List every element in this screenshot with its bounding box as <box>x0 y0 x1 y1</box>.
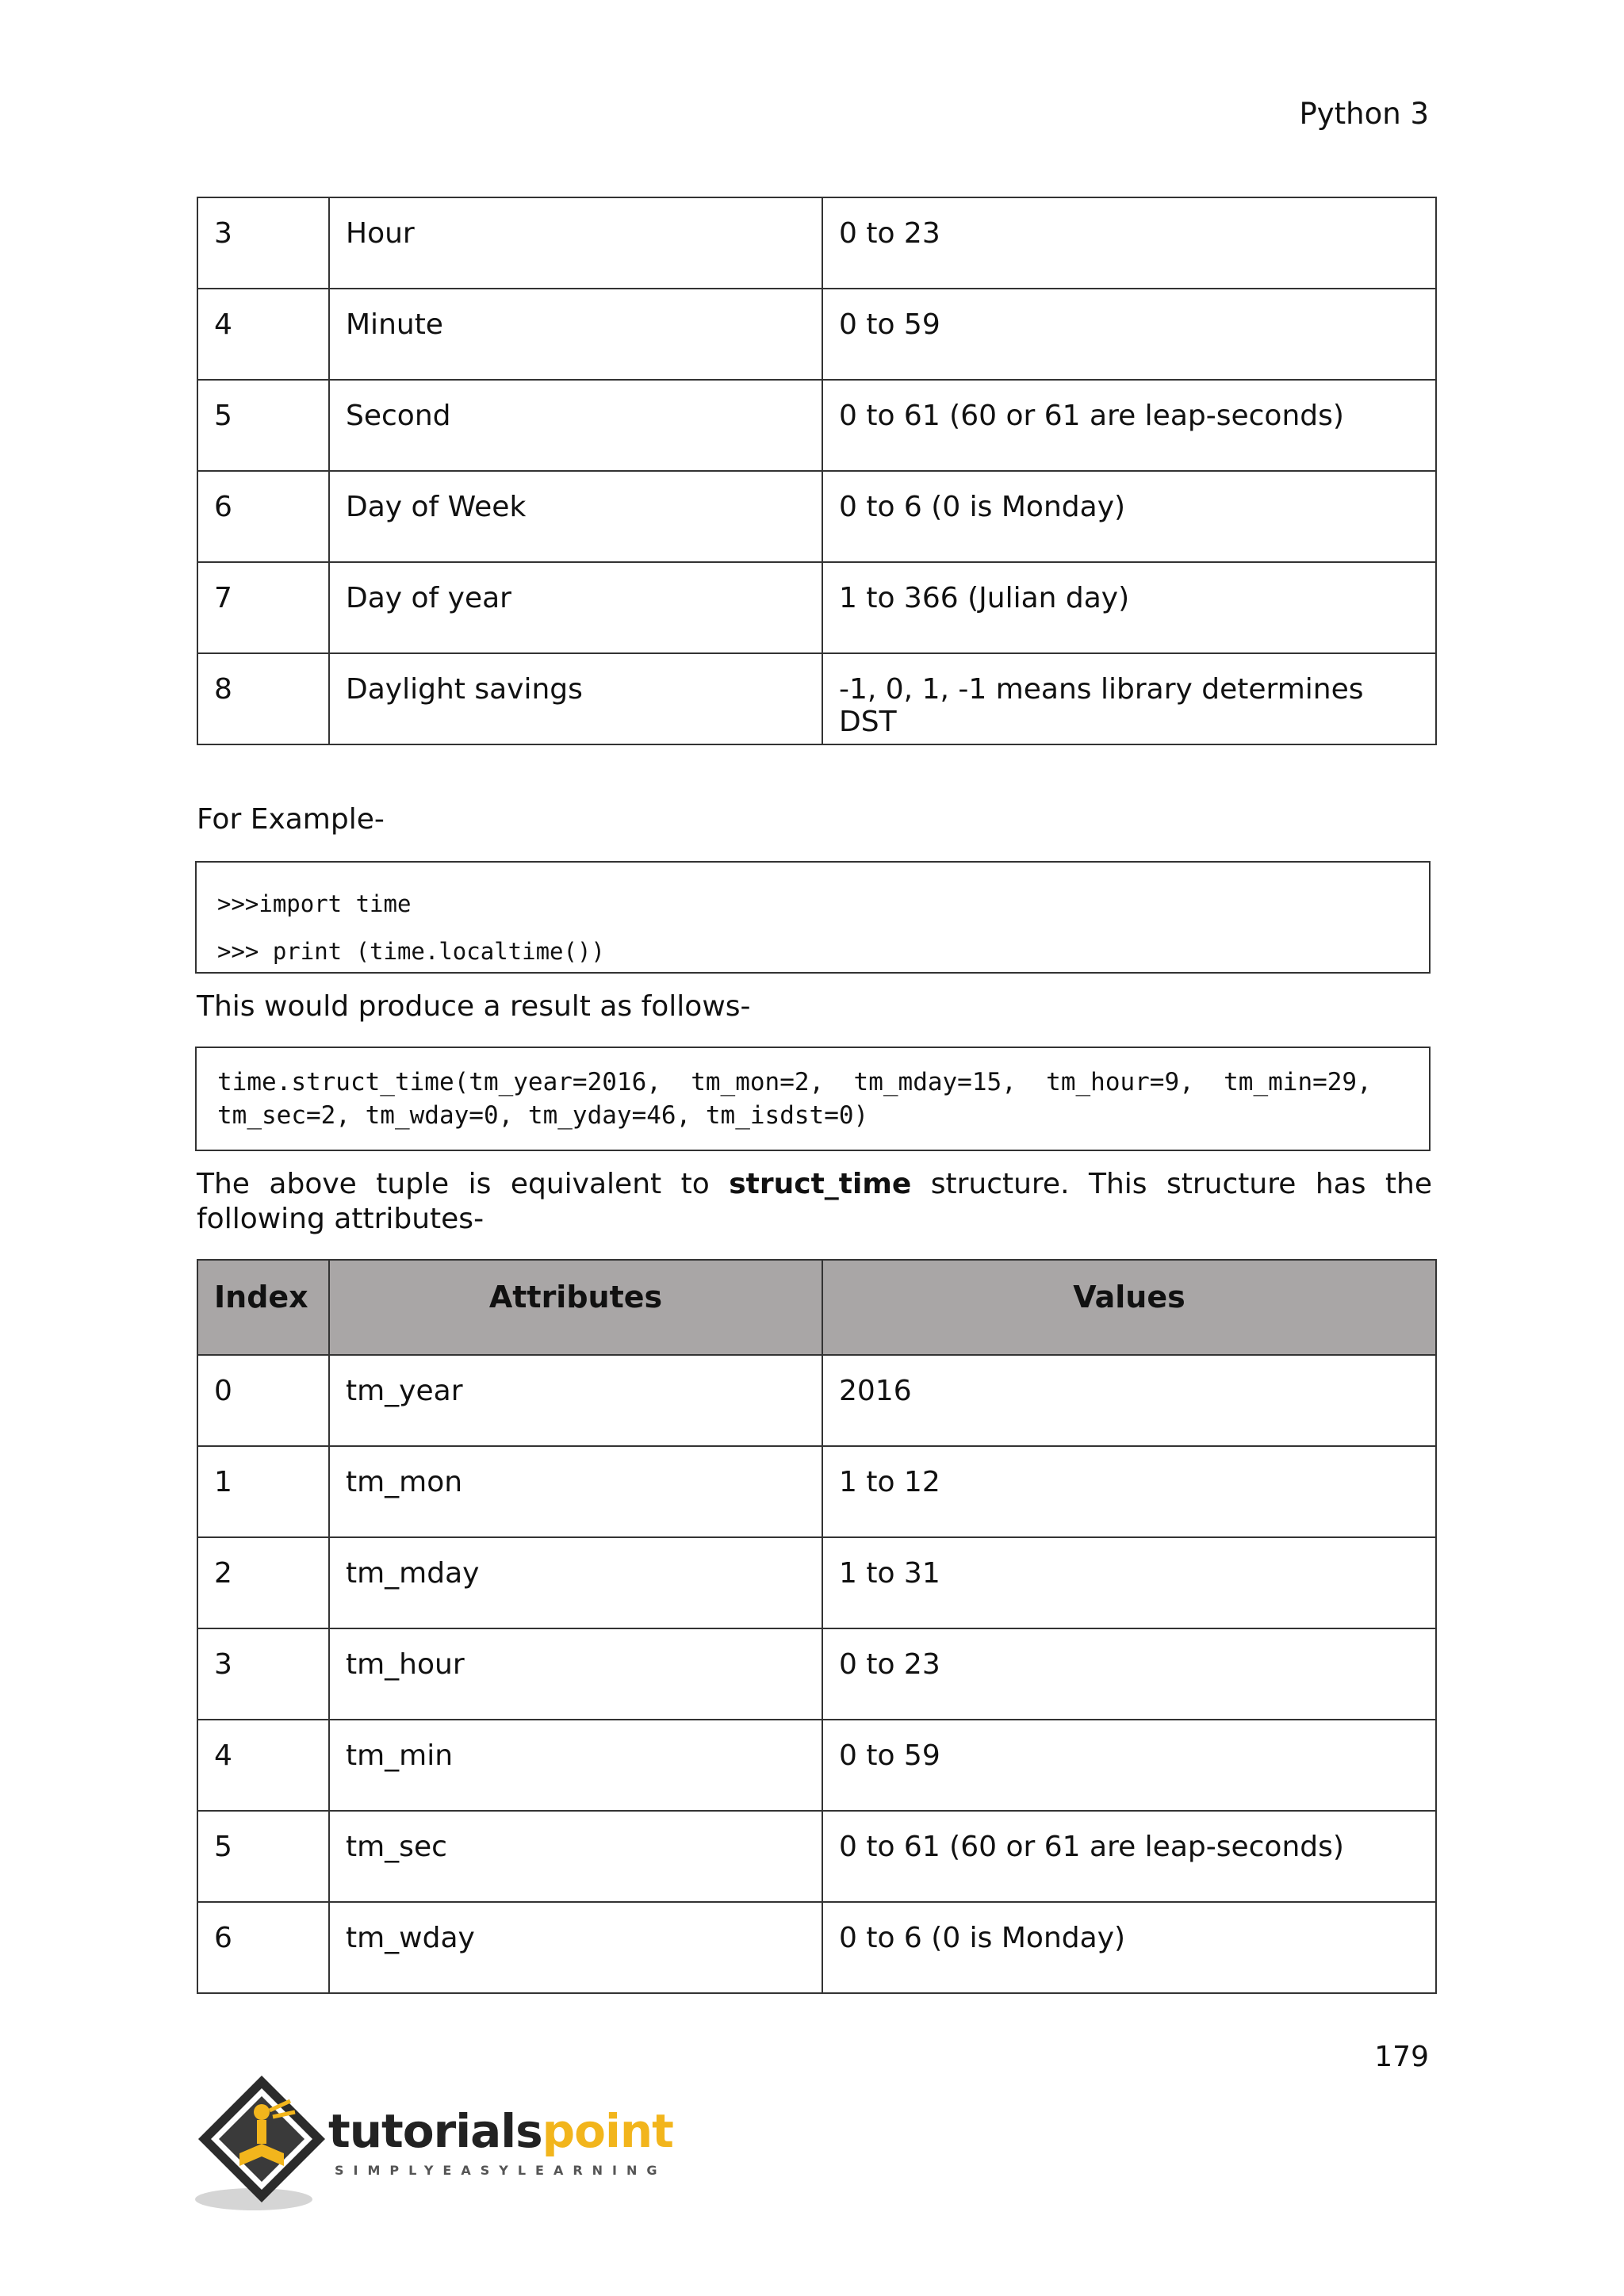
index-cell: 4 <box>197 289 329 380</box>
field-cell: Day of Week <box>329 471 822 562</box>
index-cell: 5 <box>197 380 329 471</box>
logo-tagline: SIMPLYEASYLEARNING <box>335 2163 667 2178</box>
values-cell: 0 to 6 (0 is Monday) <box>822 471 1436 562</box>
values-cell: 0 to 23 <box>822 197 1436 289</box>
index-cell: 7 <box>197 562 329 653</box>
values-cell: 0 to 59 <box>822 1720 1436 1811</box>
values-cell: 0 to 61 (60 or 61 are leap-seconds) <box>822 1811 1436 1902</box>
values-cell: 0 to 6 (0 is Monday) <box>822 1902 1436 1993</box>
tutorialspoint-logo <box>193 2071 673 2214</box>
struct-time-attributes-table <box>197 1259 1437 1994</box>
table-row <box>197 1446 1436 1537</box>
result-label: This would produce a result as follows- <box>197 990 751 1023</box>
description-text: The above tuple is equivalent to <box>197 1168 730 1200</box>
struct-time-term: struct_time <box>729 1168 912 1200</box>
logo-wordmark: tutorialspoint <box>328 2104 673 2158</box>
index-cell: 3 <box>197 197 329 289</box>
attribute-cell: tm_wday <box>329 1902 822 1993</box>
table-row <box>197 380 1436 471</box>
index-cell: 6 <box>197 1902 329 1993</box>
index-cell: 3 <box>197 1628 329 1720</box>
page-header-title: Python 3 <box>1299 97 1429 131</box>
table-row <box>197 1628 1436 1720</box>
values-cell: 2016 <box>822 1355 1436 1446</box>
description-text: structure. This structure has the following attributes- <box>197 1168 1433 1235</box>
field-cell: Daylight savings <box>329 653 822 744</box>
attribute-cell: tm_sec <box>329 1811 822 1902</box>
output-box <box>195 1047 1431 1151</box>
field-cell: Day of year <box>329 562 822 653</box>
table-row <box>197 289 1436 380</box>
values-cell: 1 to 366 (Julian day) <box>822 562 1436 653</box>
logo-diamond-icon <box>193 2071 336 2214</box>
example-label: For Example- <box>197 803 385 836</box>
values-cell: 1 to 12 <box>822 1446 1436 1537</box>
table-row <box>197 653 1436 744</box>
values-cell: 0 to 61 (60 or 61 are leap-seconds) <box>822 380 1436 471</box>
header-index: Index <box>197 1260 329 1355</box>
values-cell: -1, 0, 1, -1 means library determines DST <box>822 653 1436 744</box>
table-row <box>197 1720 1436 1811</box>
table-row <box>197 1811 1436 1902</box>
index-cell: 6 <box>197 471 329 562</box>
table-row <box>197 562 1436 653</box>
attribute-cell: tm_min <box>329 1720 822 1811</box>
index-cell: 4 <box>197 1720 329 1811</box>
field-cell: Hour <box>329 197 822 289</box>
values-cell: 0 to 23 <box>822 1628 1436 1720</box>
table-row <box>197 471 1436 562</box>
code-line: >>> print (time.localtime()) <box>217 938 605 965</box>
table-row <box>197 1355 1436 1446</box>
attribute-cell: tm_mon <box>329 1446 822 1537</box>
attribute-cell: tm_hour <box>329 1628 822 1720</box>
header-values: Values <box>822 1260 1436 1355</box>
output-line: tm_sec=2, tm_wday=0, tm_yday=46, tm_isdst=0) <box>217 1101 869 1130</box>
attribute-cell: tm_mday <box>329 1537 822 1628</box>
time-tuple-table-continued <box>197 197 1437 745</box>
table-row <box>197 197 1436 289</box>
values-cell: 1 to 31 <box>822 1537 1436 1628</box>
header-attributes: Attributes <box>329 1260 822 1355</box>
values-cell: 0 to 59 <box>822 289 1436 380</box>
code-example-box <box>195 861 1431 974</box>
attribute-cell: tm_year <box>329 1355 822 1446</box>
index-cell: 0 <box>197 1355 329 1446</box>
index-cell: 8 <box>197 653 329 744</box>
index-cell: 2 <box>197 1537 329 1628</box>
table-row <box>197 1537 1436 1628</box>
page-number: 179 <box>1374 2041 1429 2073</box>
code-line: >>>import time <box>217 890 412 917</box>
table-header-row <box>197 1260 1436 1355</box>
index-cell: 5 <box>197 1811 329 1902</box>
field-cell: Second <box>329 380 822 471</box>
index-cell: 1 <box>197 1446 329 1537</box>
output-line: time.struct_time(tm_year=2016, tm_mon=2, tm_mday=15, tm_hour=9, tm_min=29, <box>217 1068 1372 1096</box>
field-cell: Minute <box>329 289 822 380</box>
table-row <box>197 1902 1436 1993</box>
struct-time-description <box>197 1167 1432 1237</box>
